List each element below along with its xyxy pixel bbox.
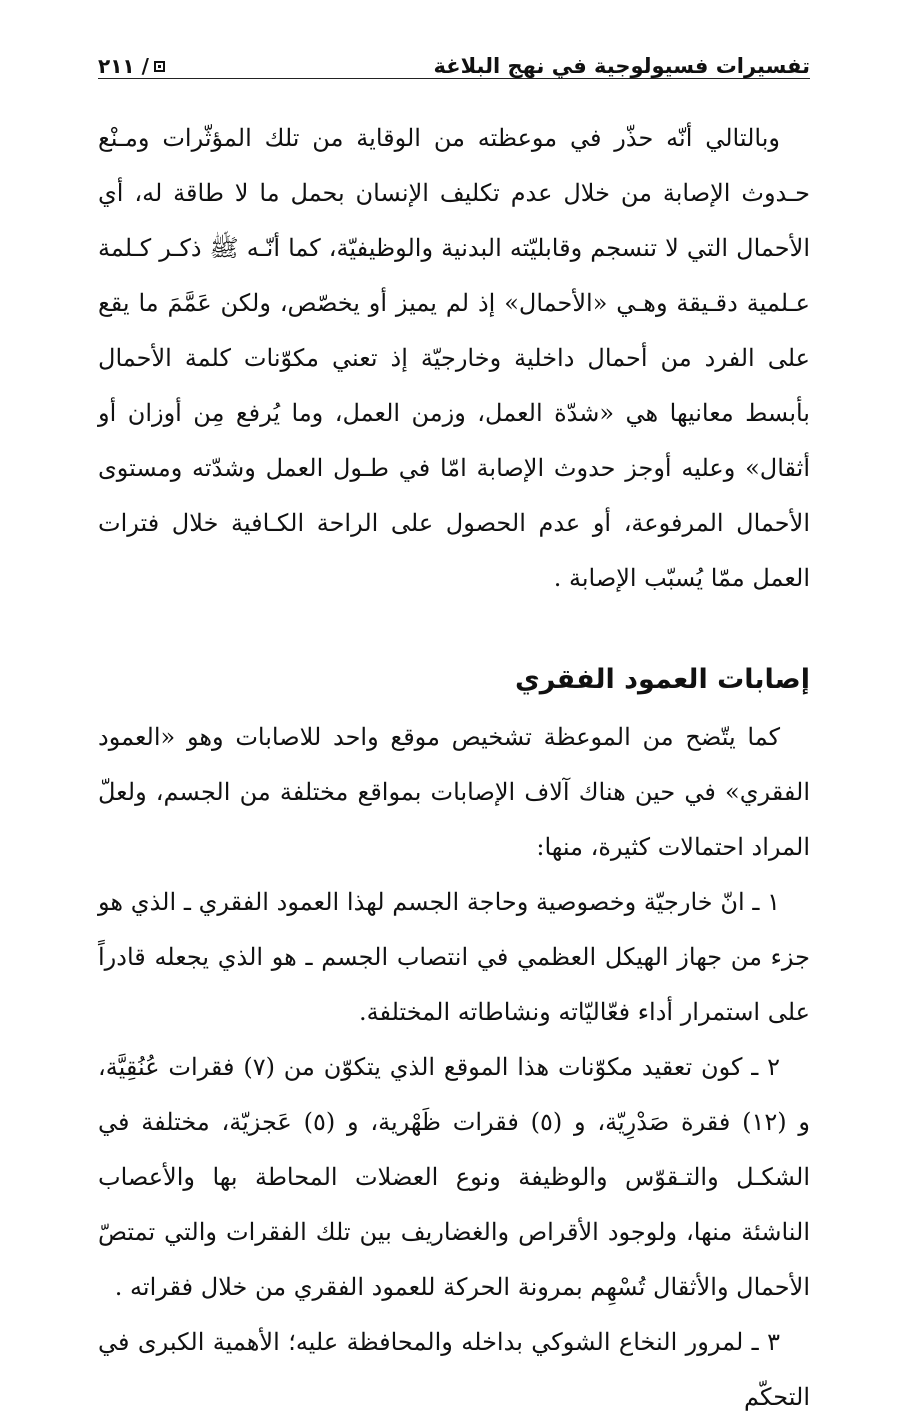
body-text xyxy=(98,111,810,1425)
page-number-group xyxy=(98,54,165,78)
book-page xyxy=(98,38,810,1425)
section-heading: إصابات العمود الفقري xyxy=(514,664,810,695)
paragraph: ١ ـ انّ خارجيّة وخصوصية وحاجة الجسم لهذا العمود الفقري ـ الذي هو جزء من جهاز الهيكل العظمي في انتصاب الجسم ـ هو الذي يجعله قادراً على استمرار أداء فعّاليّاته ونشاطاته المختلفة. xyxy=(98,888,810,1026)
section-gap xyxy=(98,606,810,650)
page-number: ٢١١ / xyxy=(98,54,149,78)
page-marker-icon xyxy=(154,61,165,72)
paragraph: كما يتّضح من الموعظة تشخيص موقع واحد للاصابات وهو «العمود الفقري» في حين هناك آلاف الإصابات بمواقع مختلفة من الجسم، ولعلّ المراد احتمالات كثيرة، منها: xyxy=(98,723,810,861)
paragraph: ٢ ـ كون تعقيد مكوّنات هذا الموقع الذي يتكوّن من (٧) فقرات عُنُقِيَّة، و (١٢) فقرة صَدْرِيّة، و (٥) فقرات ظَهْرية، و (٥) عَجزيّة، مختلفة في الشكـل والتـقوّس والوظيفة ونوع العضلات المحاطة بها والأعصاب الناشئة منها، ولوجود الأقراص والغضاريف بين تلك الفقرات والتي تمتصّ الأحمال والأثقال تُسْهِم بمرونة الحركة للعمود الفقري من خلال فقراته . xyxy=(98,1053,810,1301)
paragraph: وبالتالي أنّه حذّر في موعظته من الوقاية من تلك المؤثّرات ومـنْع حـدوث الإصابة من خلال عدم تكليف الإنسان بحمل ما لا طاقة له، أي الأحمال التي لا تنسجم وقابليّته البدنية والوظيفيّة، كما أنّـه ﷺ ذكـر كـلمة عـلمية دقـيقة وهـي «الأحمال» إذ لم يميز أو يخصّص، ولكن عَمَّمَ ما يقع على الفرد من أحمال داخلية وخارجيّة إذ تعني مكوّنات كلمة الأحمال بأبسط معانيها هي «شدّة العمل، وزمن العمل، وما يُرفع مِن أوزان أو أثقال» وعليه أوجز حدوث الإصابة امّا في طـول العمل وشدّته ومستوى الأحمال المرفوعة، أو عدم الحصول على الراحة الكـافية خلال فترات العمل ممّا يُسبّب الإصابة . xyxy=(98,124,810,592)
running-title: تفسيرات فسيولوجية في نهج البلاغة xyxy=(433,54,810,78)
paragraph: ٣ ـ لمرور النخاع الشوكي بداخله والمحافظة عليه؛ الأهمية الكبرى في التحكّم xyxy=(98,1328,810,1411)
page-header xyxy=(98,38,810,79)
